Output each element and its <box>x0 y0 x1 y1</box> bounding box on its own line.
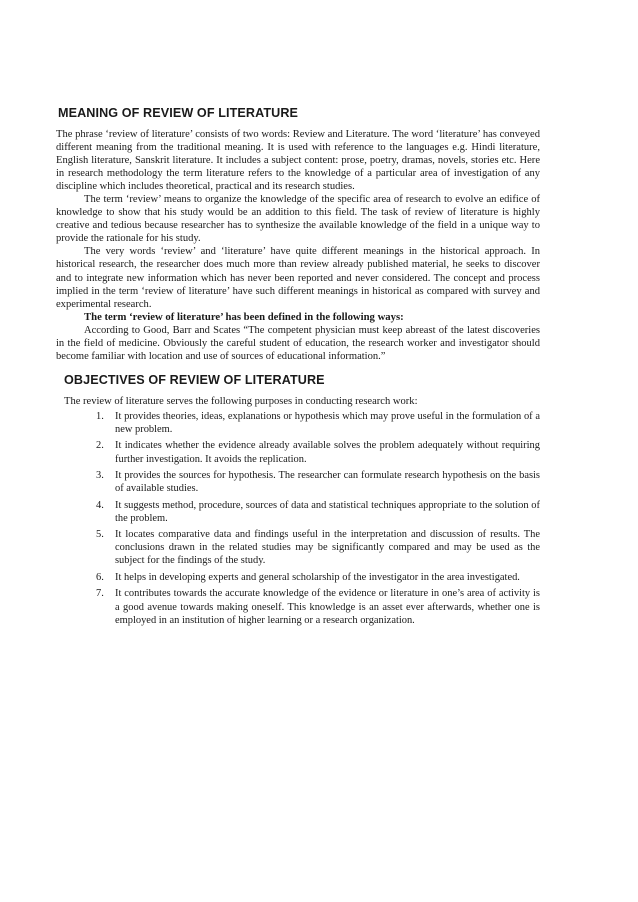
list-item-number: 7. <box>96 588 104 600</box>
list-item-number: 2. <box>96 440 104 452</box>
list-item-text: It suggests method, procedure, sources of data and statistical techniques appropriate to the solution of the problem. <box>115 499 540 524</box>
list-item-text: It contributes towards the accurate knowledge of the evidence or literature in one’s area of activity is a good avenue towards making oneself. This knowledge is an asset ever afterwards, whether one is employed in an institution of higher learning or a research organization. <box>115 588 540 626</box>
list-item-text: It locates comparative data and findings useful in the interpretation and discussion of results. The conclusions drawn in the related studies may be significantly compared and may be used as the subject for the findings of the study. <box>115 529 540 567</box>
list-item <box>96 499 540 525</box>
list-item <box>96 410 540 436</box>
list-item-text: It helps in developing experts and general scholarship of the investigator in the area investigated. <box>115 571 520 583</box>
list-item-text: It provides theories, ideas, explanations or hypothesis which may prove useful in the formulation of a new problem. <box>115 410 540 435</box>
list-item-number: 5. <box>96 529 104 541</box>
list-item <box>96 439 540 465</box>
quote-good-barr-scates: According to Good, Barr and Scates “The competent physician must keep abreast of the latest discoveries in the field of medicine. Obviously the careful student of education, the research worker and investigator should become familiar with location and use of sources of educational information.” <box>56 324 540 362</box>
definition-lead: The term ‘review of literature’ has been defined in the following ways: <box>84 310 404 323</box>
list-item <box>96 571 540 584</box>
paragraph-review-definition: The term ‘review’ means to organize the knowledge of the specific area of research to evolve an edifice of knowledge to show that his study would be an addition to this field. The task of review of literature is highly creative and tedious because researcher has to synthesize the available knowledge of the field in a unique way to provide the rationale for his study. <box>56 194 540 245</box>
list-item-number: 6. <box>96 571 104 583</box>
list-item <box>96 587 540 626</box>
list-item <box>96 528 540 567</box>
paragraph-historical-approach: The very words ‘review’ and ‘literature’ have quite different meanings in the historical approach. In historical research, the researcher does much more than review already published material, he seeks to discover and to integrate new information which has never been reported and never considered. The concept and process implied in the term ‘review of literature’ have such different meanings in historical as compared with survey and experimental research. <box>56 246 540 310</box>
list-item-number: 4. <box>96 499 104 511</box>
list-item-number: 1. <box>96 410 104 422</box>
paragraph-literature-definition: The phrase ‘review of literature’ consists of two words: Review and Literature. The word ‘literature’ has conveyed different meaning from the traditional meaning. It is used with reference to the languages e.g. Hindi literature, English literature, Sanskrit literature. It includes a subject content: prose, poetry, dramas, novels, stories etc. Here in research methodology the term literature refers to the knowledge of a particular area of investigation of any discipline which includes theoretical, practical and its research studies. <box>56 129 540 193</box>
list-item-text: It indicates whether the evidence already available solves the problem adequately without requiring further investigation. It avoids the replication. <box>115 440 540 465</box>
list-item <box>96 469 540 495</box>
list-item-text: It provides the sources for hypothesis. The researcher can formulate research hypothesis on the basis of available studies. <box>115 470 540 495</box>
list-item-number: 3. <box>96 470 104 482</box>
page-content <box>56 106 540 630</box>
section-heading-meaning: MEANING OF REVIEW OF LITERATURE <box>58 106 299 120</box>
objectives-intro: The review of literature serves the following purposes in conducting research work: <box>64 395 418 407</box>
objectives-list <box>56 410 540 627</box>
section-heading-objectives: OBJECTIVES OF REVIEW OF LITERATURE <box>64 372 325 387</box>
